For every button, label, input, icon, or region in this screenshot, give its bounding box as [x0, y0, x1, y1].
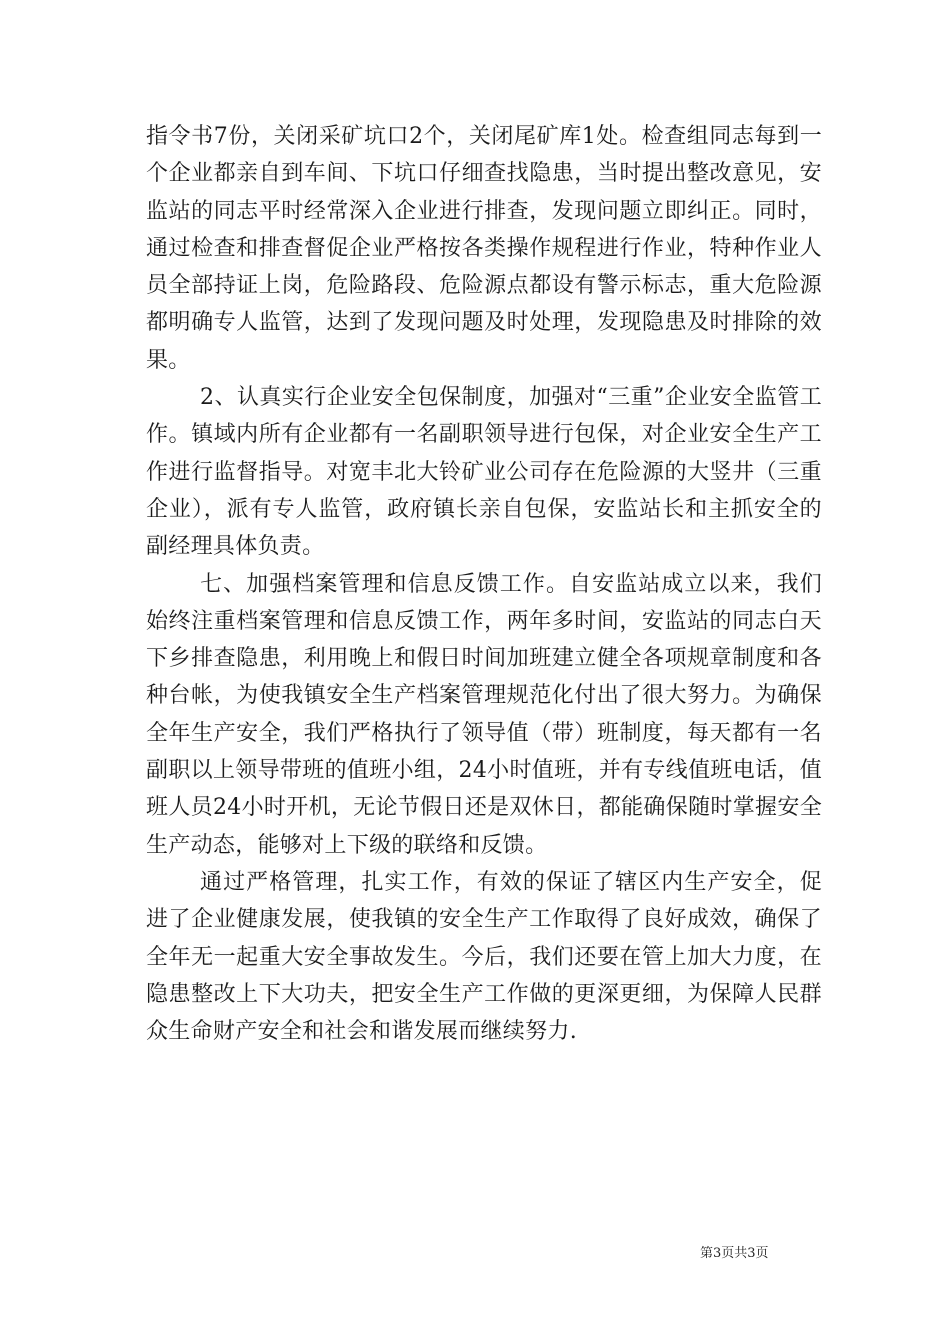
paragraph-safety-guarantee-system: 2、认真实行企业安全包保制度，加强对“三重”企业安全监管工作。镇域内所有企业都有一名副职领导进行包保，对企业安全生产工作进行监督指导。对宽丰北大铃矿业公司存在危险源的大竖井（三重企业），派有专人监管，政府镇长亲自包保，安监站长和主抓安全的副经理具体负责。: [146, 385, 822, 560]
paragraph-inspection-results: 指令书7份，关闭采矿坑口2个，关闭尾矿库1处。检查组同志每到一个企业都亲自到车间、下坑口仔细查找隐患，当时提出整改意见，安监站的同志平时经常深入企业进行排查，发现问题立即纠正。同时，通过检查和排查督促企业严格按各类操作规程进行作业，特种作业人员全部持证上岗，危险路段、危险源点都设有警示标志，重大危险源都明确专人监管，达到了发现问题及时处理，发现隐患及时排除的效果。: [146, 124, 822, 373]
paragraph-archive-management: 七、加强档案管理和信息反馈工作。自安监站成立以来，我们始终注重档案管理和信息反馈工作，两年多时间，安监站的同志白天下乡排查隐患，利用晚上和假日时间加班建立健全各项规章制度和各种台帐，为使我镇安全生产档案管理规范化付出了很大努力。为确保全年生产安全，我们严格执行了领导值（带）班制度，每天都有一名副职以上领导带班的值班小组，24小时值班，并有专线值班电话，值班人员24小时开机，无论节假日还是双休日，都能确保随时掌握安全生产动态，能够对上下级的联络和反馈。: [146, 571, 822, 858]
paragraph-conclusion: 通过严格管理，扎实工作，有效的保证了辖区内生产安全，促进了企业健康发展，使我镇的安全生产工作取得了良好成效，确保了全年无一起重大安全事故发生。今后，我们还要在管上加大力度，在隐患整改上下大功夫，把安全生产工作做的更深更细，为保障人民群众生命财产安全和社会和谐发展而继续努力.: [146, 869, 822, 1045]
document-body: [146, 118, 822, 1050]
page-number-footer: 第3页共3页: [700, 1246, 769, 1261]
